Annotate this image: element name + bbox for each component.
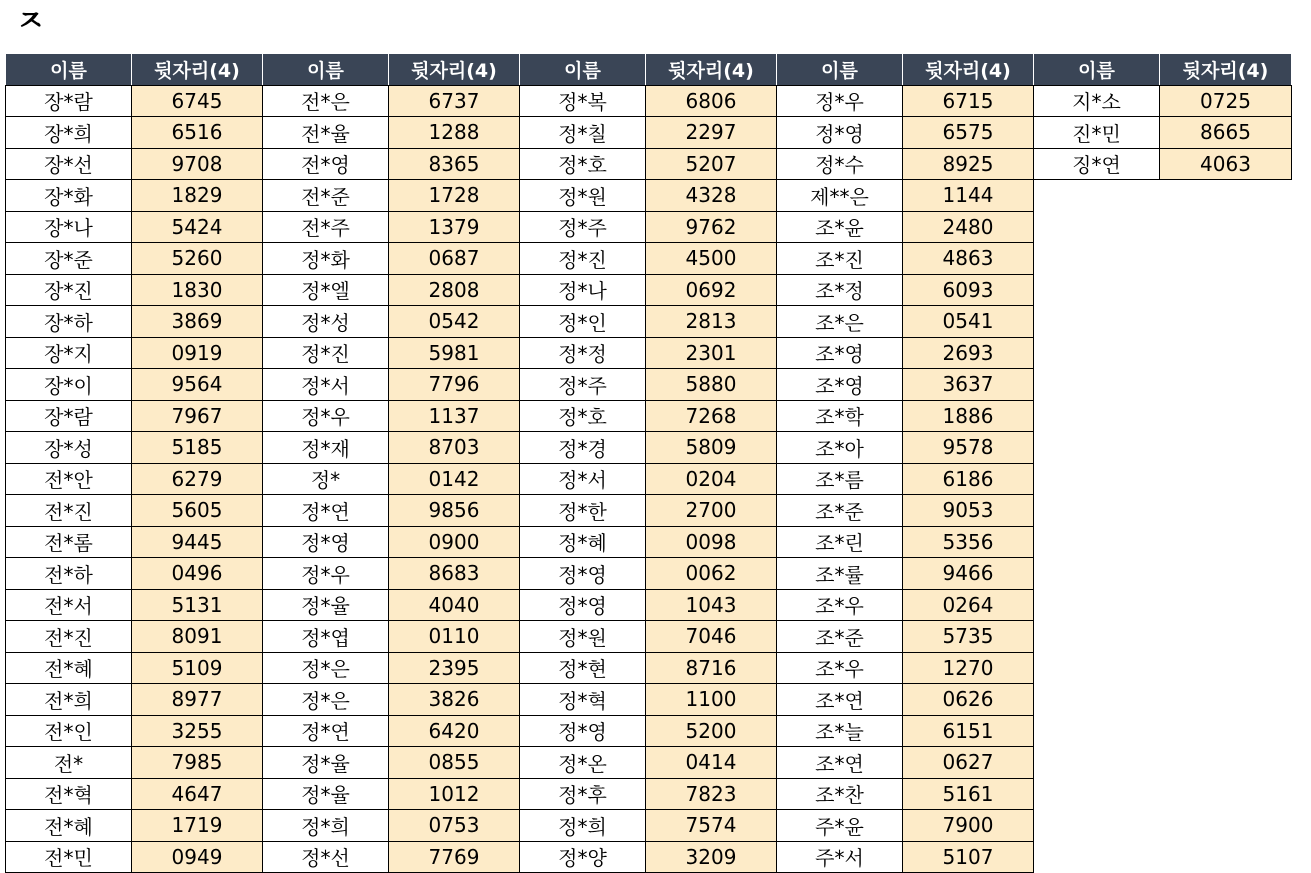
- digits-cell: 1043: [646, 589, 777, 621]
- column-header-name: 이름: [6, 54, 132, 85]
- column-header-digits: 뒷자리(4): [1160, 54, 1292, 85]
- digits-cell: 0919: [132, 337, 263, 369]
- name-cell: 정*서: [520, 463, 646, 495]
- empty-cell: [1034, 274, 1160, 306]
- name-cell: 정*주: [520, 369, 646, 401]
- empty-cell: [1160, 243, 1292, 275]
- digits-cell: 1012: [389, 778, 520, 810]
- empty-cell: [1160, 621, 1292, 653]
- digits-cell: 2301: [646, 337, 777, 369]
- name-cell: 정*온: [520, 747, 646, 779]
- name-cell: 전*: [6, 747, 132, 779]
- digits-cell: 2813: [646, 306, 777, 338]
- table-row: [6, 621, 1292, 653]
- digits-cell: 2808: [389, 274, 520, 306]
- empty-cell: [1160, 684, 1292, 716]
- digits-cell: 1270: [903, 652, 1034, 684]
- table-row: [6, 778, 1292, 810]
- empty-cell: [1034, 778, 1160, 810]
- digits-cell: 1288: [389, 117, 520, 149]
- digits-cell: 6806: [646, 85, 777, 117]
- digits-cell: 1137: [389, 400, 520, 432]
- name-cell: 정*원: [520, 180, 646, 212]
- table-row: [6, 715, 1292, 747]
- digits-cell: 6575: [903, 117, 1034, 149]
- name-cell: 징*연: [1034, 148, 1160, 180]
- name-cell: 정*정: [520, 337, 646, 369]
- digits-cell: 6279: [132, 463, 263, 495]
- name-cell: 조*우: [777, 589, 903, 621]
- name-cell: 장*화: [6, 180, 132, 212]
- name-cell: 조*우: [777, 652, 903, 684]
- digits-cell: 4040: [389, 589, 520, 621]
- name-cell: 조*영: [777, 337, 903, 369]
- table-row: [6, 148, 1292, 180]
- name-cell: 정*혁: [520, 684, 646, 716]
- digits-cell: 6420: [389, 715, 520, 747]
- table-row: [6, 400, 1292, 432]
- name-cell: 전*혜: [6, 652, 132, 684]
- name-cell: 조*찬: [777, 778, 903, 810]
- digits-cell: 0264: [903, 589, 1034, 621]
- empty-cell: [1034, 495, 1160, 527]
- digits-cell: 8665: [1160, 117, 1292, 149]
- digits-cell: 0855: [389, 747, 520, 779]
- digits-cell: 9445: [132, 526, 263, 558]
- empty-cell: [1160, 715, 1292, 747]
- name-cell: 정*우: [263, 400, 389, 432]
- name-cell: 전*롬: [6, 526, 132, 558]
- empty-cell: [1034, 306, 1160, 338]
- name-cell: 정*선: [263, 841, 389, 873]
- empty-cell: [1034, 747, 1160, 779]
- name-cell: 정*영: [520, 589, 646, 621]
- digits-cell: 5161: [903, 778, 1034, 810]
- digits-cell: 0626: [903, 684, 1034, 716]
- name-cell: 정*엽: [263, 621, 389, 653]
- name-cell: 전*진: [6, 495, 132, 527]
- empty-cell: [1034, 337, 1160, 369]
- empty-cell: [1160, 652, 1292, 684]
- digits-cell: 3209: [646, 841, 777, 873]
- table-row: [6, 684, 1292, 716]
- name-cell: 조*연: [777, 684, 903, 716]
- name-cell: 조*정: [777, 274, 903, 306]
- empty-cell: [1034, 432, 1160, 464]
- name-cell: 정*경: [520, 432, 646, 464]
- digits-cell: 8977: [132, 684, 263, 716]
- digits-cell: 9466: [903, 558, 1034, 590]
- name-cell: 정*우: [777, 85, 903, 117]
- table-row: [6, 274, 1292, 306]
- name-cell: 장*희: [6, 117, 132, 149]
- empty-cell: [1160, 400, 1292, 432]
- table-row: [6, 369, 1292, 401]
- name-cell: 장*람: [6, 400, 132, 432]
- digits-cell: 0414: [646, 747, 777, 779]
- digits-cell: 7796: [389, 369, 520, 401]
- digits-cell: 8091: [132, 621, 263, 653]
- digits-cell: 0949: [132, 841, 263, 873]
- digits-cell: 9856: [389, 495, 520, 527]
- digits-cell: 0062: [646, 558, 777, 590]
- name-cell: 조*학: [777, 400, 903, 432]
- digits-cell: 5109: [132, 652, 263, 684]
- empty-cell: [1160, 432, 1292, 464]
- digits-cell: 0098: [646, 526, 777, 558]
- digits-cell: 3255: [132, 715, 263, 747]
- column-header-name: 이름: [1034, 54, 1160, 85]
- digits-cell: 1830: [132, 274, 263, 306]
- empty-cell: [1160, 778, 1292, 810]
- digits-cell: 9762: [646, 211, 777, 243]
- digits-cell: 0627: [903, 747, 1034, 779]
- name-cell: 정*진: [520, 243, 646, 275]
- name-cell: 조*은: [777, 306, 903, 338]
- name-cell: 정*호: [520, 148, 646, 180]
- name-cell: 정*수: [777, 148, 903, 180]
- name-cell: 정*율: [263, 778, 389, 810]
- empty-cell: [1034, 400, 1160, 432]
- empty-cell: [1034, 589, 1160, 621]
- name-cell: 정*인: [520, 306, 646, 338]
- name-cell: 장*성: [6, 432, 132, 464]
- digits-cell: 0204: [646, 463, 777, 495]
- digits-cell: 8703: [389, 432, 520, 464]
- digits-cell: 8683: [389, 558, 520, 590]
- empty-cell: [1160, 495, 1292, 527]
- name-cell: 정*은: [263, 684, 389, 716]
- name-cell: 전*은: [263, 85, 389, 117]
- digits-cell: 4063: [1160, 148, 1292, 180]
- digits-cell: 5424: [132, 211, 263, 243]
- digits-cell: 2700: [646, 495, 777, 527]
- name-cell: 장*선: [6, 148, 132, 180]
- empty-cell: [1160, 589, 1292, 621]
- empty-cell: [1160, 558, 1292, 590]
- name-cell: 전*혁: [6, 778, 132, 810]
- digits-cell: 3826: [389, 684, 520, 716]
- column-header-digits: 뒷자리(4): [132, 54, 263, 85]
- digits-cell: 7985: [132, 747, 263, 779]
- digits-cell: 6745: [132, 85, 263, 117]
- empty-cell: [1160, 337, 1292, 369]
- empty-cell: [1160, 274, 1292, 306]
- name-cell: 정*엘: [263, 274, 389, 306]
- digits-cell: 0687: [389, 243, 520, 275]
- digits-cell: 0541: [903, 306, 1034, 338]
- empty-cell: [1034, 243, 1160, 275]
- empty-cell: [1160, 306, 1292, 338]
- name-cell: 지*소: [1034, 85, 1160, 117]
- digits-cell: 5200: [646, 715, 777, 747]
- digits-cell: 7268: [646, 400, 777, 432]
- table-row: [6, 306, 1292, 338]
- empty-cell: [1034, 652, 1160, 684]
- empty-cell: [1160, 810, 1292, 842]
- name-cell: 주*윤: [777, 810, 903, 842]
- digits-cell: 7967: [132, 400, 263, 432]
- digits-cell: 1886: [903, 400, 1034, 432]
- name-cell: 정*우: [263, 558, 389, 590]
- digits-cell: 9564: [132, 369, 263, 401]
- digits-cell: 5809: [646, 432, 777, 464]
- name-cell: 정*은: [263, 652, 389, 684]
- name-cell: 장*나: [6, 211, 132, 243]
- name-cell: 조*진: [777, 243, 903, 275]
- name-cell: 장*람: [6, 85, 132, 117]
- table-row: [6, 747, 1292, 779]
- digits-cell: 6516: [132, 117, 263, 149]
- table-row: [6, 652, 1292, 684]
- empty-cell: [1034, 715, 1160, 747]
- name-cell: 전*준: [263, 180, 389, 212]
- digits-cell: 6186: [903, 463, 1034, 495]
- name-cell: 조*영: [777, 369, 903, 401]
- name-cell: 정*진: [263, 337, 389, 369]
- column-header-name: 이름: [520, 54, 646, 85]
- name-cell: 조*연: [777, 747, 903, 779]
- header-row: [6, 54, 1292, 85]
- name-cell: 정*영: [520, 715, 646, 747]
- empty-cell: [1160, 369, 1292, 401]
- name-cell: 정*: [263, 463, 389, 495]
- name-cell: 조*률: [777, 558, 903, 590]
- digits-cell: 7046: [646, 621, 777, 653]
- digits-cell: 5107: [903, 841, 1034, 873]
- digits-cell: 1719: [132, 810, 263, 842]
- name-cell: 정*서: [263, 369, 389, 401]
- empty-cell: [1034, 841, 1160, 873]
- digits-cell: 1379: [389, 211, 520, 243]
- digits-cell: 3869: [132, 306, 263, 338]
- column-header-name: 이름: [263, 54, 389, 85]
- name-cell: 정*나: [520, 274, 646, 306]
- name-cell: 조*윤: [777, 211, 903, 243]
- column-header-digits: 뒷자리(4): [903, 54, 1034, 85]
- digits-cell: 5735: [903, 621, 1034, 653]
- name-cell: 조*린: [777, 526, 903, 558]
- section-heading: ㅈ: [16, 4, 46, 39]
- digits-cell: 0725: [1160, 85, 1292, 117]
- empty-cell: [1034, 621, 1160, 653]
- digits-cell: 4647: [132, 778, 263, 810]
- name-cell: 정*성: [263, 306, 389, 338]
- name-cell: 조*름: [777, 463, 903, 495]
- name-cell: 정*호: [520, 400, 646, 432]
- table-row: [6, 117, 1292, 149]
- empty-cell: [1034, 180, 1160, 212]
- name-cell: 정*혜: [520, 526, 646, 558]
- name-cell: 정*영: [777, 117, 903, 149]
- table-row: [6, 432, 1292, 464]
- digits-cell: 5260: [132, 243, 263, 275]
- table-row: [6, 589, 1292, 621]
- name-cell: 조*준: [777, 495, 903, 527]
- name-cell: 정*후: [520, 778, 646, 810]
- name-cell: 장*진: [6, 274, 132, 306]
- table-row: [6, 526, 1292, 558]
- name-cell: 조*준: [777, 621, 903, 653]
- empty-cell: [1160, 211, 1292, 243]
- digits-cell: 9053: [903, 495, 1034, 527]
- empty-cell: [1160, 463, 1292, 495]
- digits-cell: 0900: [389, 526, 520, 558]
- digits-cell: 2297: [646, 117, 777, 149]
- digits-cell: 7900: [903, 810, 1034, 842]
- digits-cell: 1728: [389, 180, 520, 212]
- name-cell: 전*혜: [6, 810, 132, 842]
- name-cell: 정*원: [520, 621, 646, 653]
- digits-cell: 6737: [389, 85, 520, 117]
- name-cell: 전*진: [6, 621, 132, 653]
- digits-cell: 3637: [903, 369, 1034, 401]
- digits-cell: 1100: [646, 684, 777, 716]
- digits-cell: 0542: [389, 306, 520, 338]
- table-row: [6, 495, 1292, 527]
- empty-cell: [1160, 180, 1292, 212]
- name-cell: 정*영: [263, 526, 389, 558]
- name-cell: 정*율: [263, 589, 389, 621]
- column-header-digits: 뒷자리(4): [646, 54, 777, 85]
- digits-cell: 1829: [132, 180, 263, 212]
- empty-cell: [1034, 463, 1160, 495]
- empty-cell: [1034, 526, 1160, 558]
- name-cell: 정*주: [520, 211, 646, 243]
- name-cell: 전*민: [6, 841, 132, 873]
- name-cell: 전*주: [263, 211, 389, 243]
- name-cell: 장*지: [6, 337, 132, 369]
- name-cell: 정*화: [263, 243, 389, 275]
- digits-cell: 2693: [903, 337, 1034, 369]
- digits-cell: 4328: [646, 180, 777, 212]
- digits-cell: 9708: [132, 148, 263, 180]
- digits-cell: 1144: [903, 180, 1034, 212]
- digits-cell: 6151: [903, 715, 1034, 747]
- name-cell: 전*희: [6, 684, 132, 716]
- digits-cell: 6715: [903, 85, 1034, 117]
- name-cell: 정*연: [263, 715, 389, 747]
- name-cell: 조*늘: [777, 715, 903, 747]
- digits-cell: 9578: [903, 432, 1034, 464]
- digits-cell: 6093: [903, 274, 1034, 306]
- table-row: [6, 841, 1292, 873]
- digits-cell: 2395: [389, 652, 520, 684]
- name-cell: 정*현: [520, 652, 646, 684]
- digits-cell: 0692: [646, 274, 777, 306]
- name-cell: 정*연: [263, 495, 389, 527]
- digits-cell: 8716: [646, 652, 777, 684]
- roster-table: [5, 54, 1292, 873]
- empty-cell: [1160, 841, 1292, 873]
- table-row: [6, 180, 1292, 212]
- digits-cell: 4863: [903, 243, 1034, 275]
- name-cell: 제**은: [777, 180, 903, 212]
- digits-cell: 7823: [646, 778, 777, 810]
- name-cell: 전*율: [263, 117, 389, 149]
- name-cell: 정*복: [520, 85, 646, 117]
- name-cell: 진*민: [1034, 117, 1160, 149]
- digits-cell: 5880: [646, 369, 777, 401]
- empty-cell: [1034, 369, 1160, 401]
- table-row: [6, 211, 1292, 243]
- name-cell: 정*한: [520, 495, 646, 527]
- name-cell: 장*하: [6, 306, 132, 338]
- empty-cell: [1034, 211, 1160, 243]
- name-cell: 전*영: [263, 148, 389, 180]
- name-cell: 정*칠: [520, 117, 646, 149]
- name-cell: 조*아: [777, 432, 903, 464]
- digits-cell: 0142: [389, 463, 520, 495]
- table-row: [6, 337, 1292, 369]
- table-row: [6, 463, 1292, 495]
- name-cell: 정*양: [520, 841, 646, 873]
- digits-cell: 0496: [132, 558, 263, 590]
- empty-cell: [1034, 684, 1160, 716]
- digits-cell: 0753: [389, 810, 520, 842]
- digits-cell: 7574: [646, 810, 777, 842]
- table-row: [6, 243, 1292, 275]
- name-cell: 정*재: [263, 432, 389, 464]
- column-header-digits: 뒷자리(4): [389, 54, 520, 85]
- name-cell: 장*준: [6, 243, 132, 275]
- digits-cell: 5185: [132, 432, 263, 464]
- digits-cell: 7769: [389, 841, 520, 873]
- name-cell: 정*희: [263, 810, 389, 842]
- name-cell: 정*희: [520, 810, 646, 842]
- empty-cell: [1034, 810, 1160, 842]
- digits-cell: 8925: [903, 148, 1034, 180]
- name-cell: 정*율: [263, 747, 389, 779]
- digits-cell: 0110: [389, 621, 520, 653]
- digits-cell: 5207: [646, 148, 777, 180]
- column-header-name: 이름: [777, 54, 903, 85]
- digits-cell: 2480: [903, 211, 1034, 243]
- empty-cell: [1160, 526, 1292, 558]
- name-cell: 주*서: [777, 841, 903, 873]
- digits-cell: 4500: [646, 243, 777, 275]
- roster-body: [6, 85, 1292, 873]
- digits-cell: 5981: [389, 337, 520, 369]
- table-row: [6, 85, 1292, 117]
- name-cell: 전*인: [6, 715, 132, 747]
- empty-cell: [1160, 747, 1292, 779]
- digits-cell: 5605: [132, 495, 263, 527]
- name-cell: 정*영: [520, 558, 646, 590]
- table-row: [6, 558, 1292, 590]
- name-cell: 전*안: [6, 463, 132, 495]
- name-cell: 전*하: [6, 558, 132, 590]
- digits-cell: 8365: [389, 148, 520, 180]
- name-cell: 전*서: [6, 589, 132, 621]
- table-row: [6, 810, 1292, 842]
- name-cell: 장*이: [6, 369, 132, 401]
- digits-cell: 5131: [132, 589, 263, 621]
- empty-cell: [1034, 558, 1160, 590]
- digits-cell: 5356: [903, 526, 1034, 558]
